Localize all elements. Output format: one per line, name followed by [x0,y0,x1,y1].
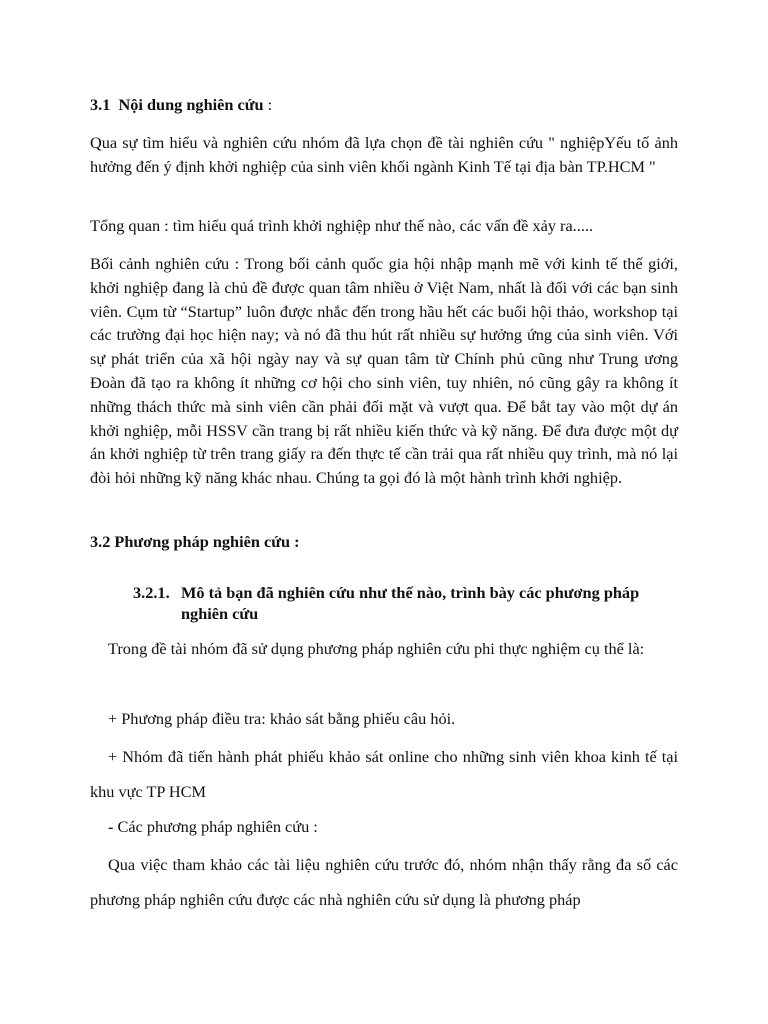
section-3-1-heading [90,93,272,116]
subsection-3-2-1-heading [133,582,681,624]
section-3-1-title: Nội dung nghiên cứu [118,95,264,114]
subsection-3-2-1-title-line2: nghiên cứu [181,604,259,623]
online-survey-paragraph: + Nhóm đã tiến hành phát phiếu khảo sát online cho những sinh viên khoa kinh tế tại khu vực TP HCM [90,747,678,801]
methods-list-dash: - [108,817,114,836]
section-3-2-heading: 3.2 Phương pháp nghiên cứu : [90,532,300,551]
subsection-3-2-1-title-line1: Mô tả bạn đã nghiên cứu như thế nào, trình bày các phương pháp [181,583,640,602]
method-intro-paragraph: Trong đề tài nhóm đã sử dụng phương pháp nghiên cứu phi thực nghiệm cụ thể là: [108,639,645,658]
research-topic-paragraph: Qua sự tìm hiểu và nghiên cứu nhóm đã lựa chọn đề tài nghiên cứu " nghiệpYếu tố ảnh hưởng đến ý định khởi nghiệp của sinh viên khối ngành Kinh Tế tại địa bàn TP.HCM " [90,133,678,176]
section-3-1-number: 3.1 [90,95,111,114]
methods-list-label: Các phương pháp nghiên cứu : [113,817,318,836]
overview-paragraph: Tổng quan : tìm hiểu quá trình khởi nghiệp như thế nào, các vấn đề xảy ra..... [90,216,594,235]
survey-method-paragraph: + Phương pháp điều tra: khảo sát bằng phiếu câu hỏi. [108,709,456,728]
literature-review-paragraph: Qua việc tham khảo các tài liệu nghiên cứu trước đó, nhóm nhận thấy rằng đa số các phương pháp nghiên cứu được các nhà nghiên cứu sử dụng là phương pháp [90,855,678,909]
methods-list-heading [90,810,678,845]
research-context-paragraph: Bối cảnh nghiên cứu : Trong bối cảnh quốc gia hội nhập mạnh mẽ với kinh tế thế giới, khởi nghiệp đang là chủ đề được quan tâm nhiều ở Việt Nam, nhất là đối với các bạn sinh viên. Cụm từ “Startup” luôn được nhắc đến trong hầu hết các buổi hội thảo, workshop tại các trường đại học hiện nay; và nó đã thu hút rất nhiều sự hưởng ứng của sinh viên. Với sự phát triển của xã hội ngày nay và sự quan tâm từ Chính phủ cũng như Trung ương Đoàn đã tạo ra không ít những cơ hội cho sinh viên, tuy nhiên, nó cũng gây ra không ít những thách thức mà sinh viên cần phải đối mặt và vượt qua. Để bắt tay vào một dự án khởi nghiệp, mỗi HSSV cần trang bị rất nhiều kiến thức và kỹ năng. Để đưa được một dự án khởi nghiệp từ trên trang giấy ra đến thực tế cần trải qua rất nhiều quy trình, mà nó lại đòi hỏi những kỹ năng khác nhau. Chúng ta gọi đó là một hành trình khởi nghiệp. [90,254,678,488]
subsection-3-2-1-number: 3.2.1. [133,583,170,602]
section-3-1-suffix: : [263,95,273,114]
